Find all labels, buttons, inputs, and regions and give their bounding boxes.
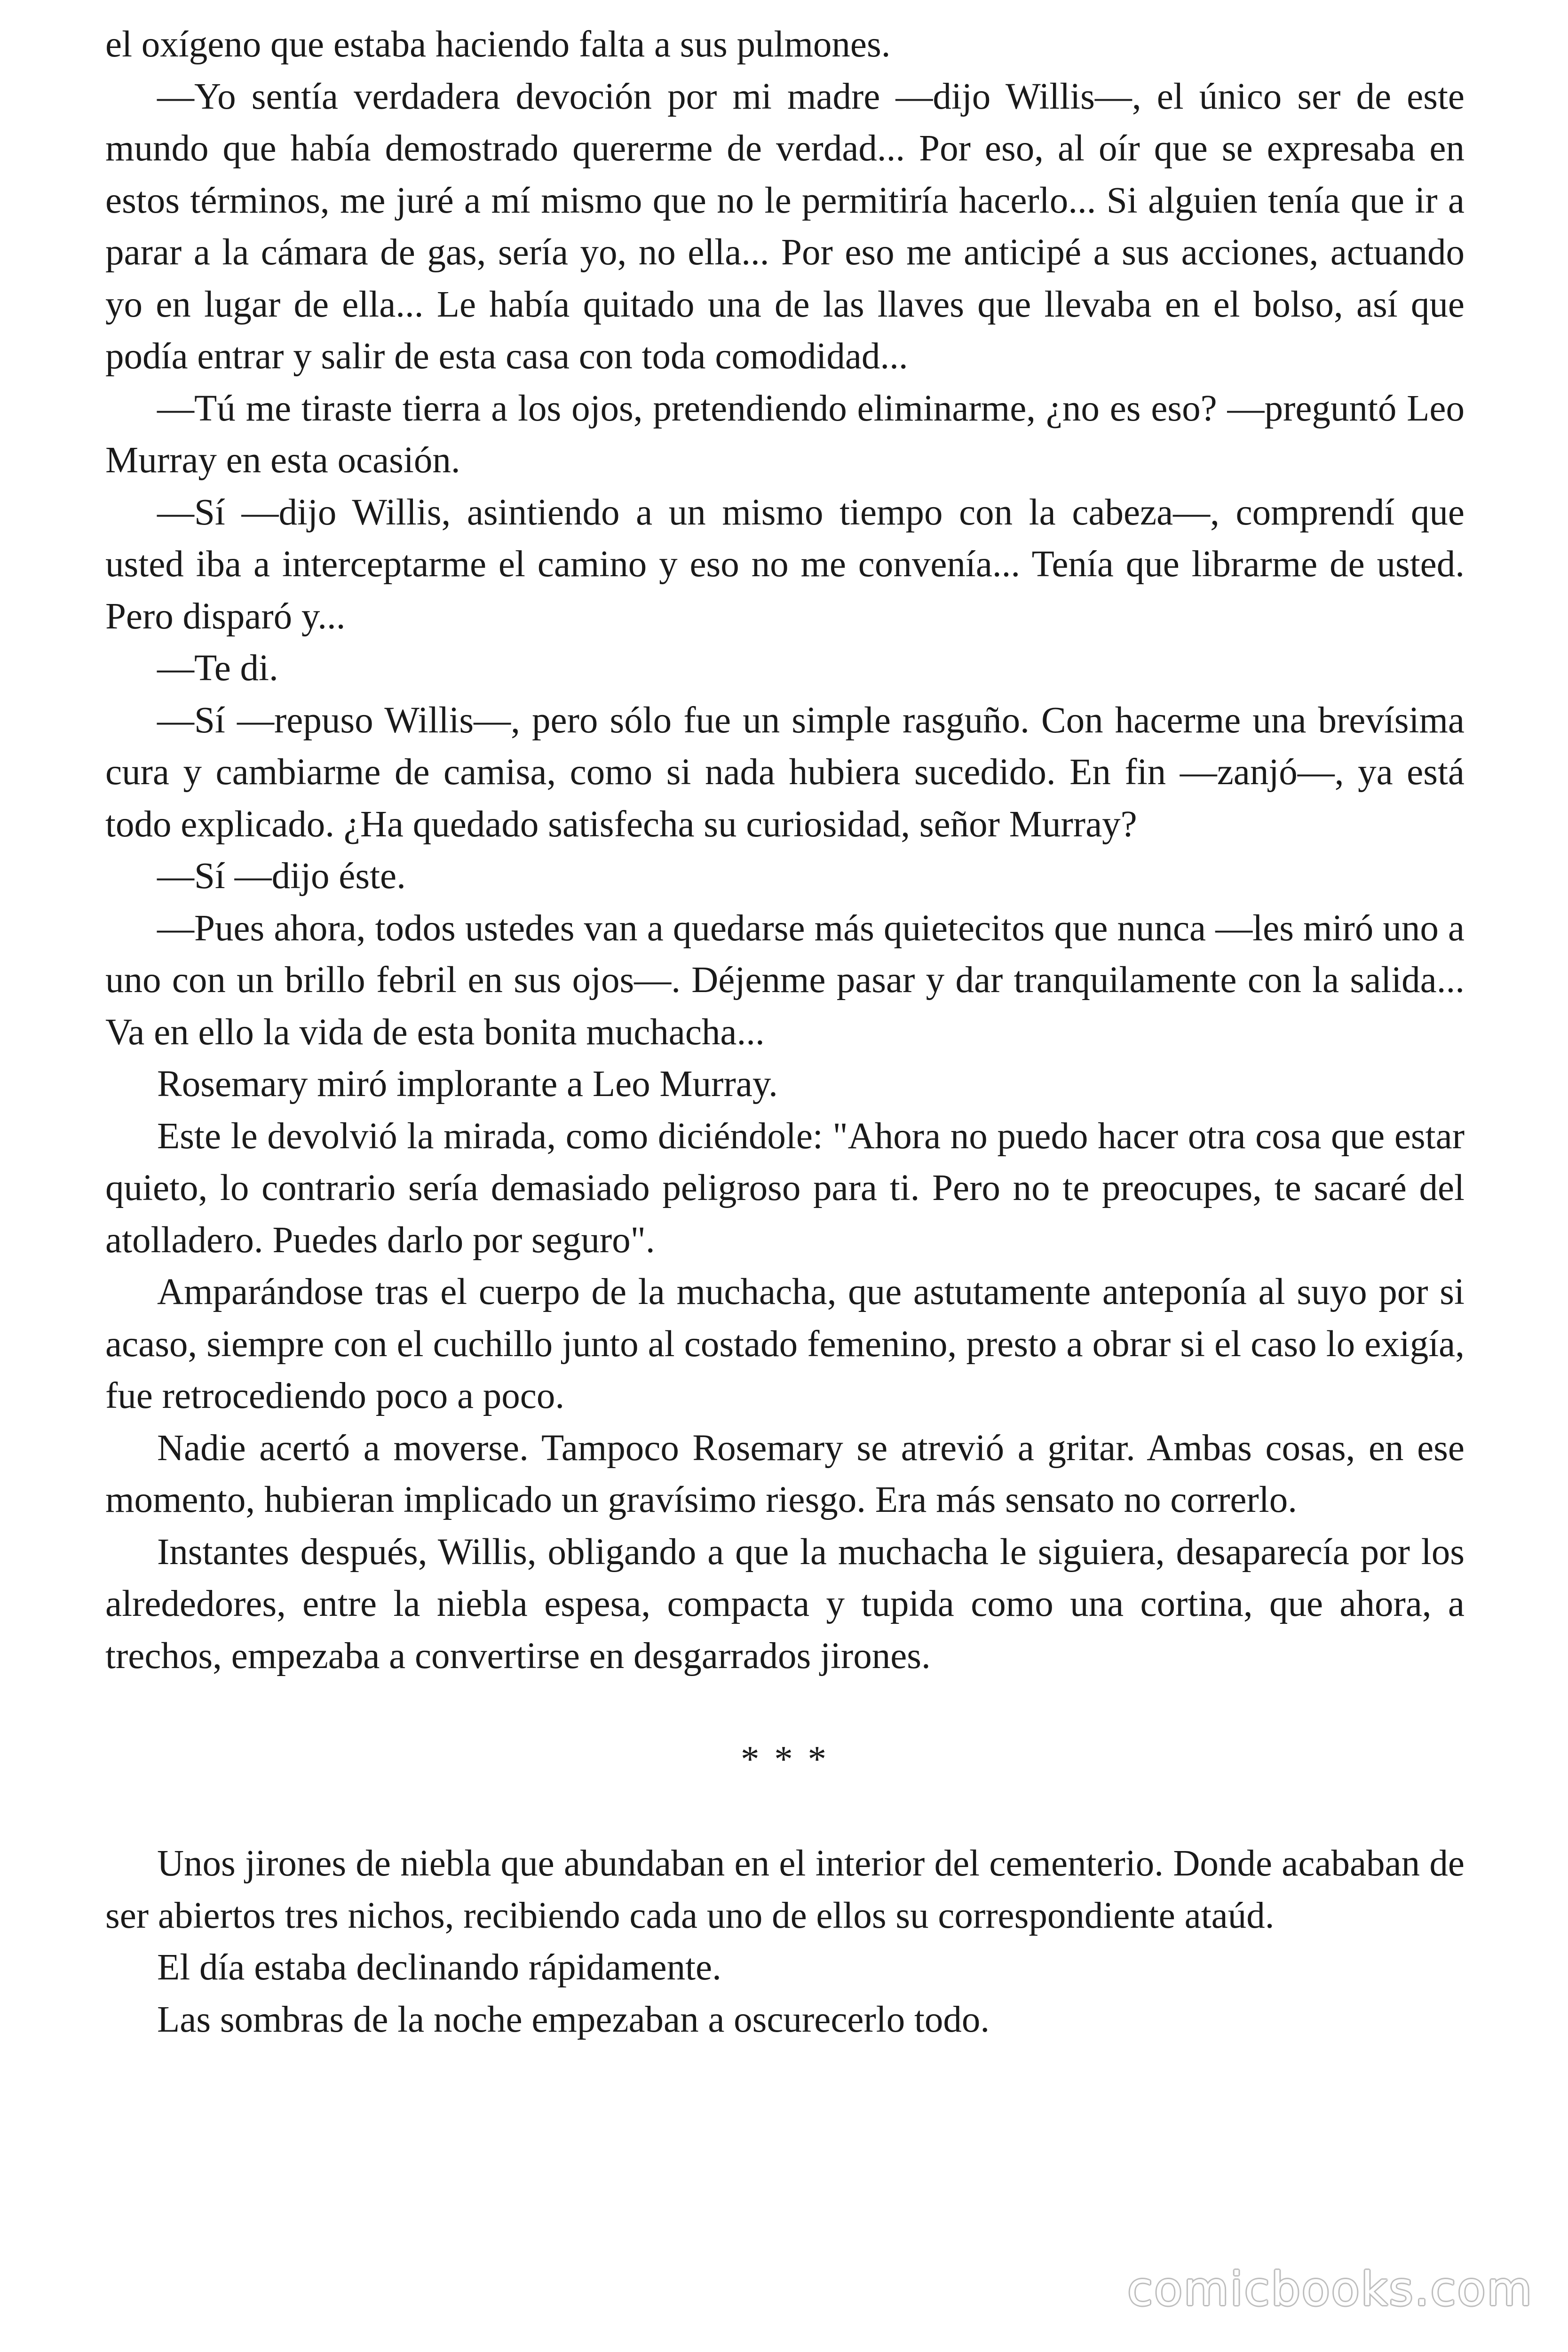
paragraph: Este le devolvió la mirada, como diciéndole: "Ahora no puedo hacer otra cosa que estar quieto, lo contrario sería demasiado peligroso para ti. Pero no te preocupes, te sacaré del atolladero. Puedes darlo por seguro". — [105, 1115, 1465, 1261]
paragraph: Instantes después, Willis, obligando a que la muchacha le siguiera, desaparecía por los alrededores, entre la niebla espesa, compacta y tupida como una cortina, que ahora, a trechos, empezaba a convertirse en desgarrados jirones. — [105, 1531, 1465, 1677]
watermark: comicbooks.com — [1127, 2263, 1533, 2316]
paragraph: —Yo sentía verdadera devoción por mi madre —dijo Willis—, el único ser de este mundo que había demostrado quererme de verdad... Por eso, al oír que se expresaba en estos términos, me juré a mí mismo que no le permitiría hacerlo... Si alguien tenía que ir a parar a la cámara de gas, sería yo, no ella... Por eso me anticipé a sus acciones, actuando yo en lugar de ella... Le había quitado una de las llaves que llevaba en el bolso, así que podía entrar y salir de esta casa con toda comodidad... — [105, 76, 1465, 377]
paragraph: Amparándose tras el cuerpo de la muchacha, que astutamente anteponía al suyo por si acaso, siempre con el cuchillo junto al costado femenino, presto a obrar si el caso lo exigía, fue retrocediendo poco a poco. — [105, 1271, 1465, 1416]
paragraph: Rosemary miró implorante a Leo Murray. — [157, 1064, 778, 1104]
page-body — [105, 19, 1465, 2046]
paragraph: Nadie acertó a moverse. Tampoco Rosemary se atrevió a gritar. Ambas cosas, en ese momento, hubieran implicado un gravísimo riesgo. Era más sensato no correrlo. — [105, 1427, 1465, 1520]
paragraph: —Sí —dijo Willis, asintiendo a un mismo tiempo con la cabeza—, comprendí que usted iba a interceptarme el camino y eso no me convenía... Tenía que librarme de usted. Pero disparó y... — [105, 492, 1465, 637]
paragraph: El día estaba declinando rápidamente. — [157, 1947, 721, 1988]
paragraph: el oxígeno que estaba haciendo falta a sus pulmones. — [105, 24, 891, 65]
paragraph: —Pues ahora, todos ustedes van a quedarse más quietecitos que nunca —les miró uno a uno con un brillo febril en sus ojos—. Déjenme pasar y dar tranquilamente con la salida... Va en ello la vida de esta bonita muchacha... — [105, 907, 1465, 1053]
paragraph: Las sombras de la noche empezaban a oscurecerlo todo. — [157, 1999, 990, 2040]
paragraph: —Sí —repuso Willis—, pero sólo fue un simple rasguño. Con hacerme una brevísima cura y cambiarme de camisa, como si nada hubiera sucedido. En fin —zanjó—, ya está todo explicado. ¿Ha quedado satisfecha su curiosidad, señor Murray? — [105, 699, 1465, 845]
paragraph: —Te di. — [157, 648, 278, 689]
paragraph: —Sí —dijo éste. — [157, 856, 406, 897]
section-separator: * * * — [741, 1739, 829, 1780]
paragraph: Unos jirones de niebla que abundaban en el interior del cementerio. Donde acababan de ser abiertos tres nichos, recibiendo cada uno de ellos su correspondiente ataúd. — [105, 1843, 1465, 1936]
paragraph: —Tú me tiraste tierra a los ojos, pretendiendo eliminarme, ¿no es eso? —preguntó Leo Murray en esta ocasión. — [105, 388, 1465, 481]
